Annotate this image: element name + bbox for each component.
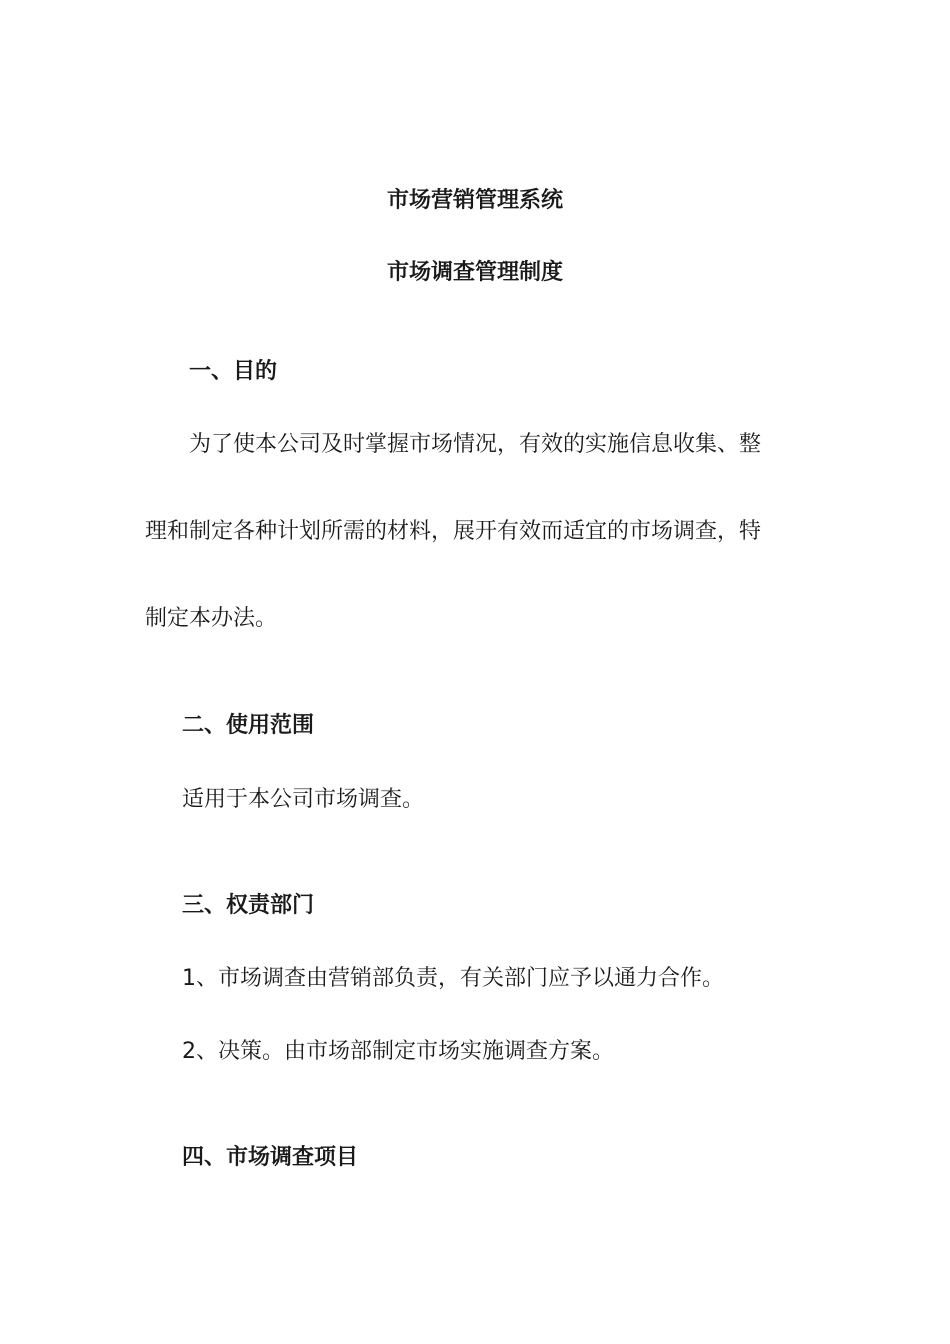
section-heading-purpose: 一、目的 [189, 359, 278, 384]
document-subtitle: 市场调查管理制度 [386, 260, 563, 285]
section-heading-survey-items: 四、市场调查项目 [182, 1145, 359, 1170]
paragraph-line: 适用于本公司市场调查。 [182, 787, 425, 812]
paragraph-line: 理和制定各种计划所需的材料，展开有效而适宜的市场调查，特 [145, 519, 762, 544]
section-heading-responsibility: 三、权责部门 [182, 893, 315, 918]
list-item: 2、决策。由市场部制定市场实施调查方案。 [182, 1039, 614, 1064]
paragraph-line: 制定本办法。 [145, 606, 278, 631]
section-heading-scope: 二、使用范围 [182, 713, 315, 738]
paragraph-line: 为了使本公司及时掌握市场情况，有效的实施信息收集、整 [189, 432, 762, 457]
list-item: 1、市场调查由营销部负责，有关部门应予以通力合作。 [182, 966, 724, 991]
document-title: 市场营销管理系统 [386, 188, 563, 213]
